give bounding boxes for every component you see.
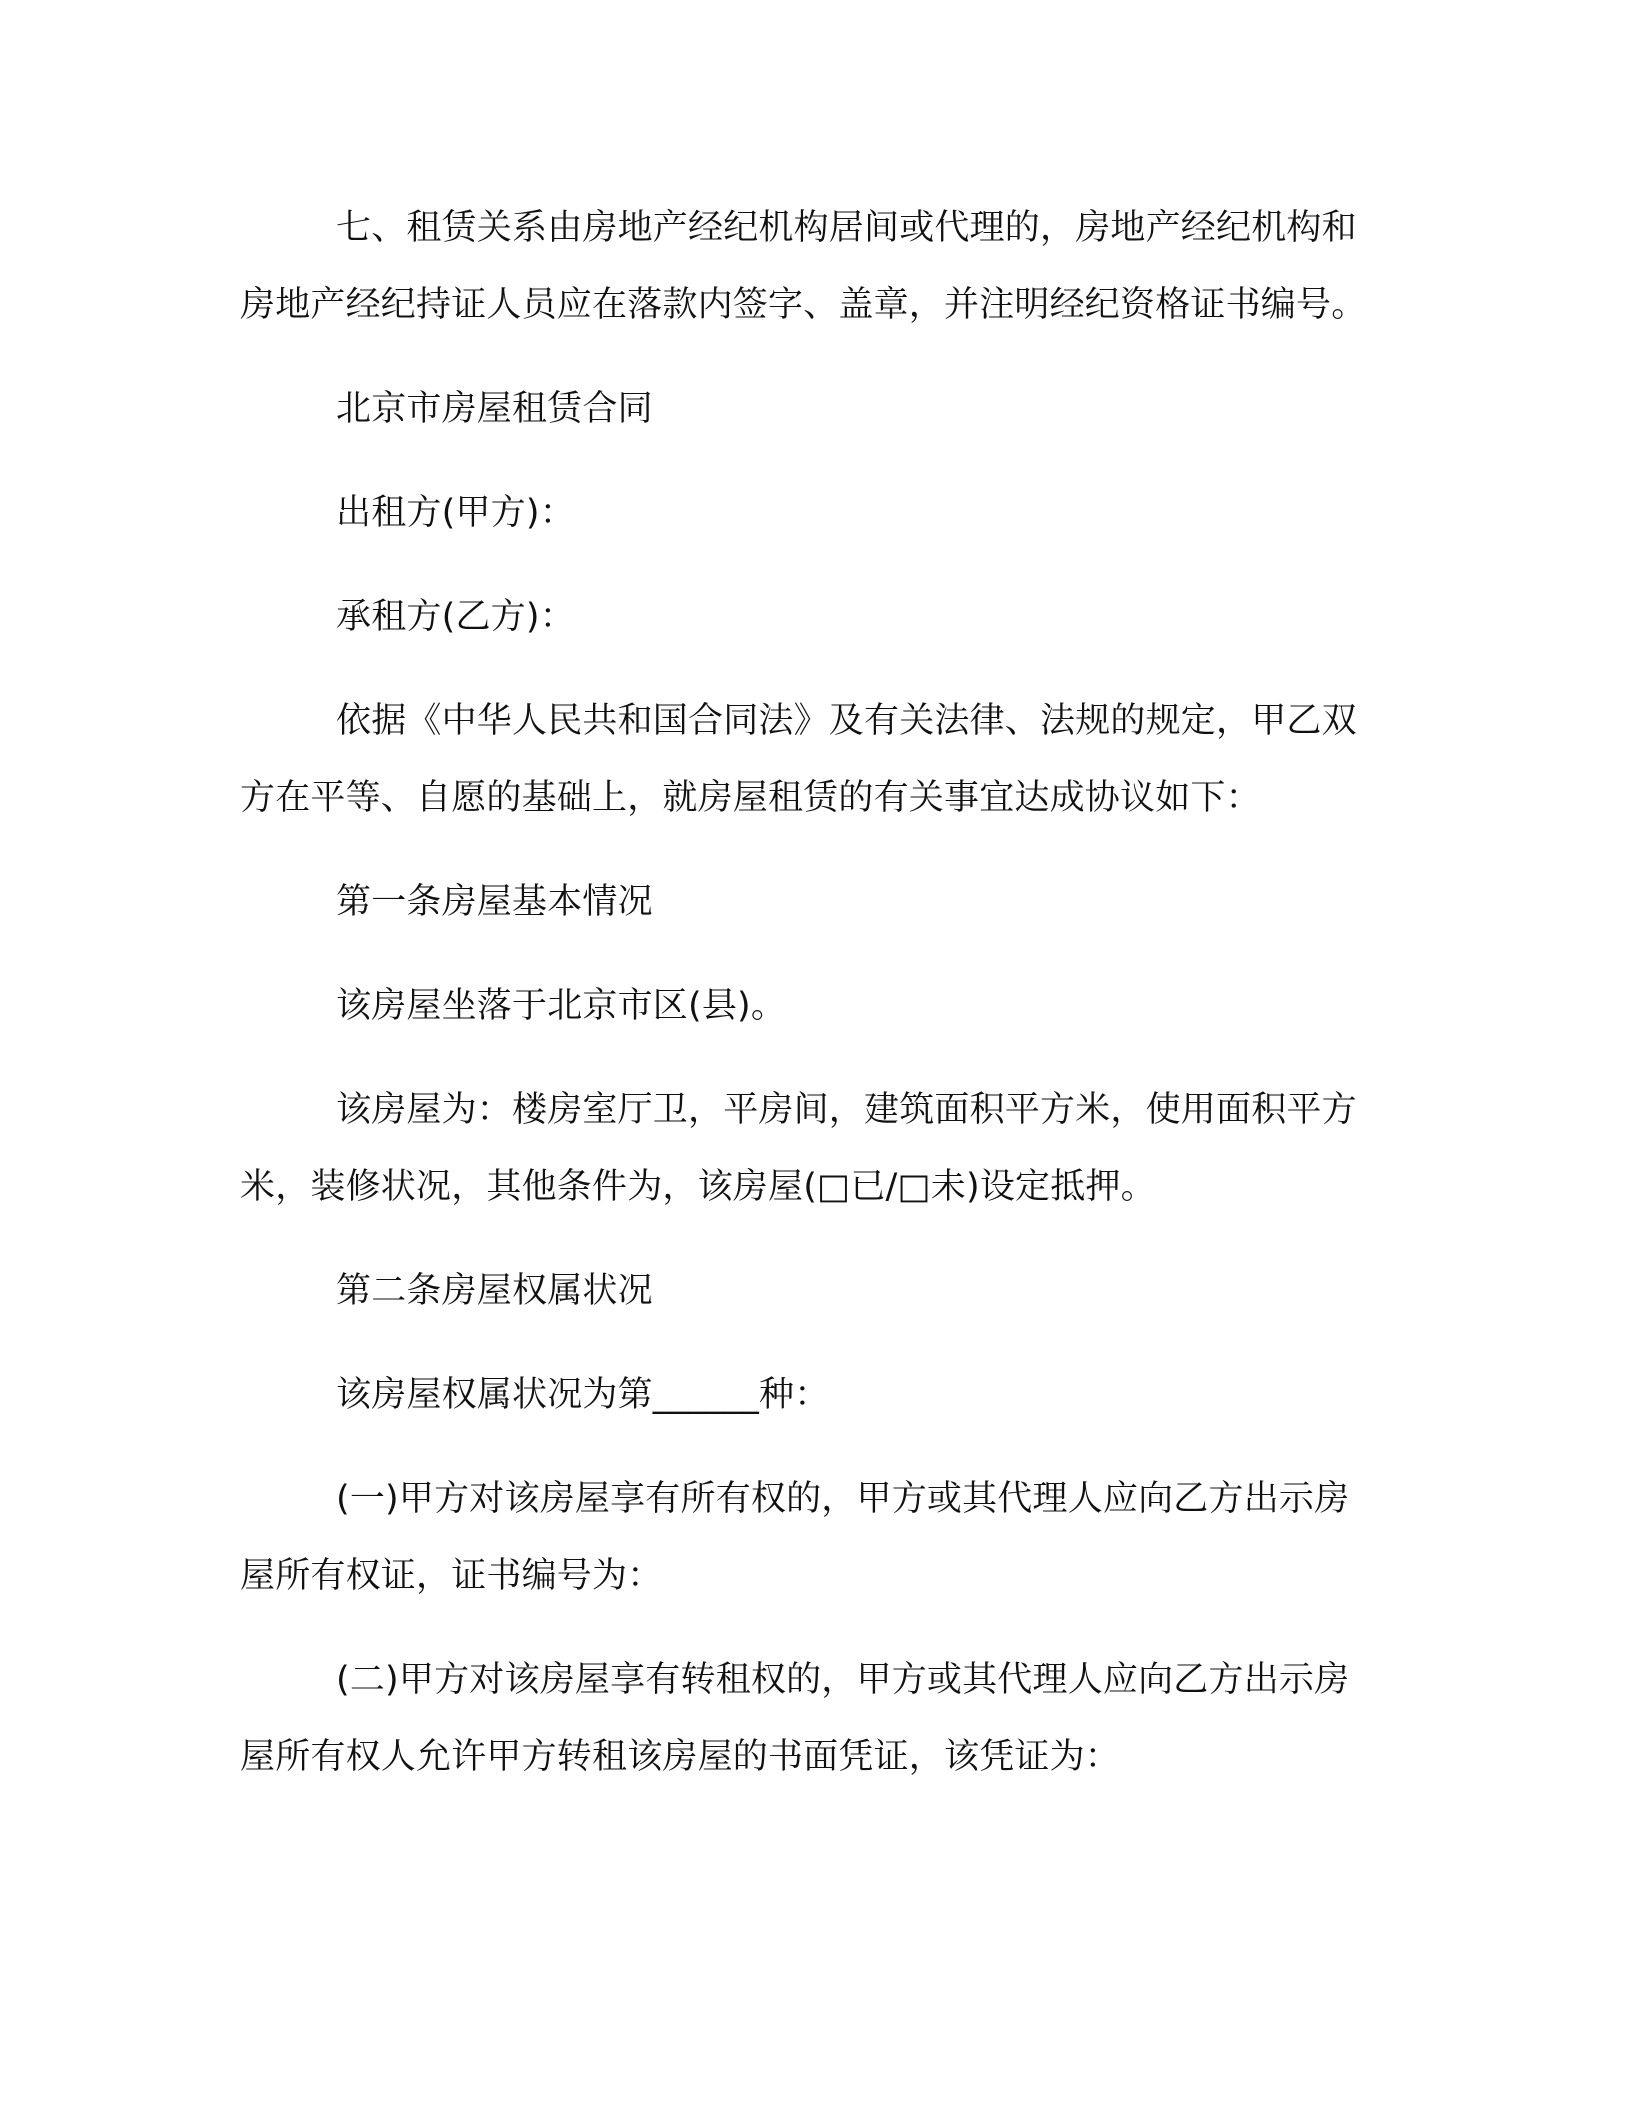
lessor-line: 出租方(甲方)： [336, 493, 575, 533]
basis-paragraph: 依据《中华人民共和国合同法》及有关法律、法规的规定，甲乙双方在平等、自愿的基础上，就房屋租赁的有关事宜达成协议如下： [240, 701, 1357, 818]
contract-title: 北京市房屋租赁合同 [336, 389, 653, 429]
ownership-option-one-paragraph: (一)甲方对该房屋享有所有权的，甲方或其代理人应向乙方出示房屋所有权证，证书编号为： [240, 1479, 1350, 1596]
clause-seven-paragraph: 七、租赁关系由房地产经纪机构居间或代理的，房地产经纪机构和房地产经纪持证人员应在落款内签字、盖章，并注明经纪资格证书编号。 [240, 208, 1367, 325]
article-two-heading: 第二条房屋权属状况 [336, 1271, 653, 1311]
ownership-status-paragraph: 该房屋权属状况为第______种： [336, 1375, 830, 1415]
document-body [240, 190, 1380, 1796]
property-location-paragraph: 该房屋坐落于北京市区(县)。 [336, 986, 787, 1026]
property-details-paragraph: 该房屋为：楼房室厅卫，平房间，建筑面积平方米，使用面积平方米，装修状况，其他条件为，该房屋(□已/□未)设定抵押。 [240, 1090, 1357, 1207]
article-one-heading: 第一条房屋基本情况 [336, 882, 653, 922]
lessee-line: 承租方(乙方)： [336, 597, 575, 637]
ownership-option-two-paragraph: (二)甲方对该房屋享有转租权的，甲方或其代理人应向乙方出示房屋所有权人允许甲方转租该房屋的书面凭证，该凭证为： [240, 1660, 1350, 1777]
